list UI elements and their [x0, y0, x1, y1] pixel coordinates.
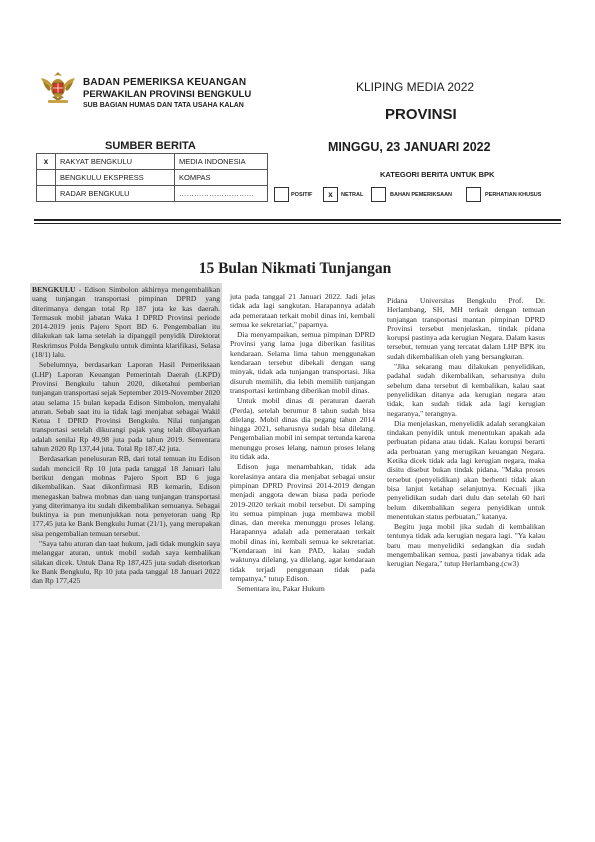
org-subdivision: SUB BAGIAN HUMAS DAN TATA USAHA KALAN	[83, 102, 244, 109]
publication-date: MINGGU, 23 JANUARI 2022	[328, 140, 491, 154]
clipping-title: KLIPING MEDIA 2022	[356, 80, 475, 94]
source-name: RADAR BENGKULU	[56, 186, 175, 202]
category-checkbox-bahan-pemeriksaan[interactable]	[371, 187, 386, 202]
article-paragraph: juta pada tanggal 21 Januari 2022. Jadi jelas tidak ada lagi sangkutan. Harapannya adalah ada pemerataan terkait mobil dinas ini, kembali semua ke sekretariat," paparnya.	[230, 292, 375, 329]
article-column-1	[30, 283, 222, 589]
article-paragraph: BENGKULU - Edison Simbolon akhirnya mengembalikan uang tunjangan transportasi pimpinan DPRD yang diterimanya dengan total Rp 187 juta ke kas daerah. Termasuk mobil jabatan Waka I DPRD Provinsi periode 2014-2019 jenis Pajero Sport BD 6. Pengembalian itu dilakukan tak lama setelah ia dipanggil penyidik Direktorat Reskrimsus Polda Bengkulu untuk diminta klarifikasi, Selasa (18/1) lalu.	[32, 285, 220, 360]
source-name: MEDIA INDONESIA	[175, 154, 268, 170]
header-divider	[34, 219, 561, 221]
article-paragraph: Sebelumnya, berdasarkan Laporan Hasil Pemeriksaan (LHP) Laporan Keuangan Pemerintah Daerah (LKPD) Provinsi Bengkulu tahun 2020, diketahui pemberian tunjangan transportasi sejak September 2019-November 2020 atau selama 15 bulan kepada Edison Simbolon, menyalahi aturan. Sebab saat itu ia tidak lagi menjabat sebagai Wakil Ketua I DPRD Provinsi Bengkulu. Nilai tunjangan transportasi setelah dikurangi pajak yang telah dibayarkan adalah senilai Rp 49,98 juta pada tahun 2019. Sementara tahun 2020 Rp 137,44 juta. Total Rp 187,42 juta.	[32, 360, 220, 454]
article-paragraph: Berdasarkan penelusuran RB, dari total temuan itu Edison sudah mencicil Rp 10 juta pada tanggal 18 Januari lalu berikut dengan mobnas Pajero Sport BD 6 juga dikembalikan. Saat dikonfirmasi RB kemarin, Edison menegaskan bahwa mobnas dan uang tunjangan transportasi yang diterimanya itu sudah dikembalikan semuanya. Sebagai buktinya ia pun menunjukkan nota penyetoran uang Rp 177,45 juta ke Bank Bengkulu Jumat (21/1), yang merupakan sisa pengembalian temuan tersebut.	[32, 454, 220, 538]
source-row	[37, 186, 268, 202]
article-paragraph: Begitu juga mobil jika sudah di kembalikan tentunya tidak ada kerugian negara lagi. "Ya kalau baru mau menyelidiki sedangkan dia sudah mengembalikan semua, pasti jawabanya tidak ada kerugian Negara," tutup Herlambang.(cw3)	[387, 522, 545, 569]
garuda-emblem-icon	[38, 66, 78, 106]
source-table	[36, 153, 268, 202]
source-name: KOMPAS	[175, 170, 268, 186]
category-label-positif: POSITIF	[291, 192, 313, 198]
org-branch: PERWAKILAN PROVINSI BENGKULU	[83, 89, 252, 100]
article-paragraph: "Saya tahu aturan dan taat hukum, jadi tidak mungkin saya melanggar aturan, untuk mobil sudah saya kembalikan silakan dicek. Untuk Dana Rp 187,425 juta sudah disetorkan ke Bank Bengkulu, Rp 10 juta pada tanggal 18 Januari 2022 dan Rp 177,425	[32, 539, 220, 586]
source-name: …………………………	[175, 186, 268, 202]
header-divider	[34, 223, 561, 224]
article-column-3	[387, 296, 545, 570]
source-name: BENGKULU EKSPRESS	[56, 170, 175, 186]
article-paragraph: Untuk mobil dinas di peraturan daerah (Perda), setelah berumur 8 tahun sudah bisa dilelang. Mobil dinas dia pegang tahun 2014 hingga 2021, seharusnya sudah bisa dilelang. Pengembalian mobil ini sempat tertunda karena menunggu proses lelang, namun proses lelang itu tidak ada.	[230, 396, 375, 462]
source-mark	[37, 170, 56, 186]
source-name: RAKYAT BENGKULU	[56, 154, 175, 170]
category-checkbox-perhatian-khusus[interactable]	[466, 187, 481, 202]
news-clipping	[30, 256, 564, 820]
dateline-lead: BENGKULU	[32, 285, 76, 294]
source-mark	[37, 186, 56, 202]
source-mark: x	[37, 154, 56, 170]
category-label-bahan-pemeriksaan: BAHAN PEMERIKSAAN	[390, 192, 453, 198]
article-paragraph: Dia menjelaskan, menyelidik adalah serangkaian tindakan penyidik untuk menentukan apakah ada perbuatan pidana atau tidak. Kalau korupsi berarti ada perbuatan yang merugikan keuangan Negara. Ketika dicek tidak ada lagi kerugian negara, maka disitu disebut bukan tindak pidana. "Maka proses tersebut (penyelidikan) akan berhenti tidak akan bisa lanjut ketahap selanjutnya. Kecuali jika penyelidikan sudah dari dulu dan setelah 60 hari belum dikembalikan segera penyidikan untuk menentukan status perbuatan," katanya.	[387, 418, 545, 521]
article-paragraph: Pidana Universitas Bengkulu Prof. Dr. Herlambang, SH, MH terkait dengan temuan tunjangan transportasi mantan pimpinan DPRD Provinsi tersebut menjelaskan, tindak pidana korupsi pastinya ada kerugian Negara. Dalam kasus tersebut, temuan yang tercatat dalam LHP BPK itu sudah dikembalikan oleh yang bersangkutan.	[387, 296, 545, 361]
category-label-perhatian-khusus: PERHATIAN KHUSUS	[485, 192, 542, 198]
category-label-netral: NETRAL	[341, 192, 364, 198]
region-label: PROVINSI	[385, 106, 457, 123]
article-paragraph: Edison juga menambahkan, tidak ada korelasinya antara dia menjabat sebagai unsur pimpinan DPRD Provinsi 2014-2019 dengan menjadi anggota dewan biasa pada periode 2019-2020 terkait mobil tersebut. Di samping itu semua pimpinan juga membawa mobil dinas, dan mereka menunggu proses lelang. Harapannya adalah ada pemerataan terkait mobil dinas ini, kembali semua ke sekretariat. "Kendaraan ini kan PAD, kalau sudah waktunya dilelang, ya dilelang, agar kendaraan tidak terjadi penggunaan tidak pada tempatnya," tutup Edison.	[230, 462, 375, 583]
category-title: KATEGORI BERITA UNTUK BPK	[380, 170, 495, 179]
article-headline: 15 Bulan Nikmati Tunjangan	[198, 260, 392, 277]
org-name: BADAN PEMERIKSA KEUANGAN	[83, 77, 247, 88]
source-title: SUMBER BERITA	[105, 140, 196, 152]
category-checkbox-positif[interactable]	[274, 187, 289, 202]
article-paragraph: Sementara itu, Pakar Hukum	[237, 584, 325, 594]
article-column-2	[230, 292, 375, 595]
article-paragraph: Dia menyampaikan, semua pimpinan DPRD Provinsi yang lama juga diberikan fasilitas kendaraan. Selama lima tahun menggunakan kendaraan tersebut dibekali dengan uang minyak, tidak ada tunjangan transportasi. Jika disuruh memilih, dia lebih memilih tunjangan transportasi ketimbang diberikan mobil dinas.	[230, 330, 375, 395]
category-checkbox-netral[interactable]: x	[323, 187, 338, 202]
source-row	[37, 154, 268, 170]
source-row	[37, 170, 268, 186]
article-paragraph: "Jika sekarang mau dilakukan penyelidikan, padahal sudah dikembalikan, seharusnya dulu sebelum dana tersebut di kembalikan, kalau saat penyelidikan ditanya ada kerugian negara atau tidak, kan sudah tidak ada lagi kerugian negaranya," terangnya.	[387, 362, 545, 418]
